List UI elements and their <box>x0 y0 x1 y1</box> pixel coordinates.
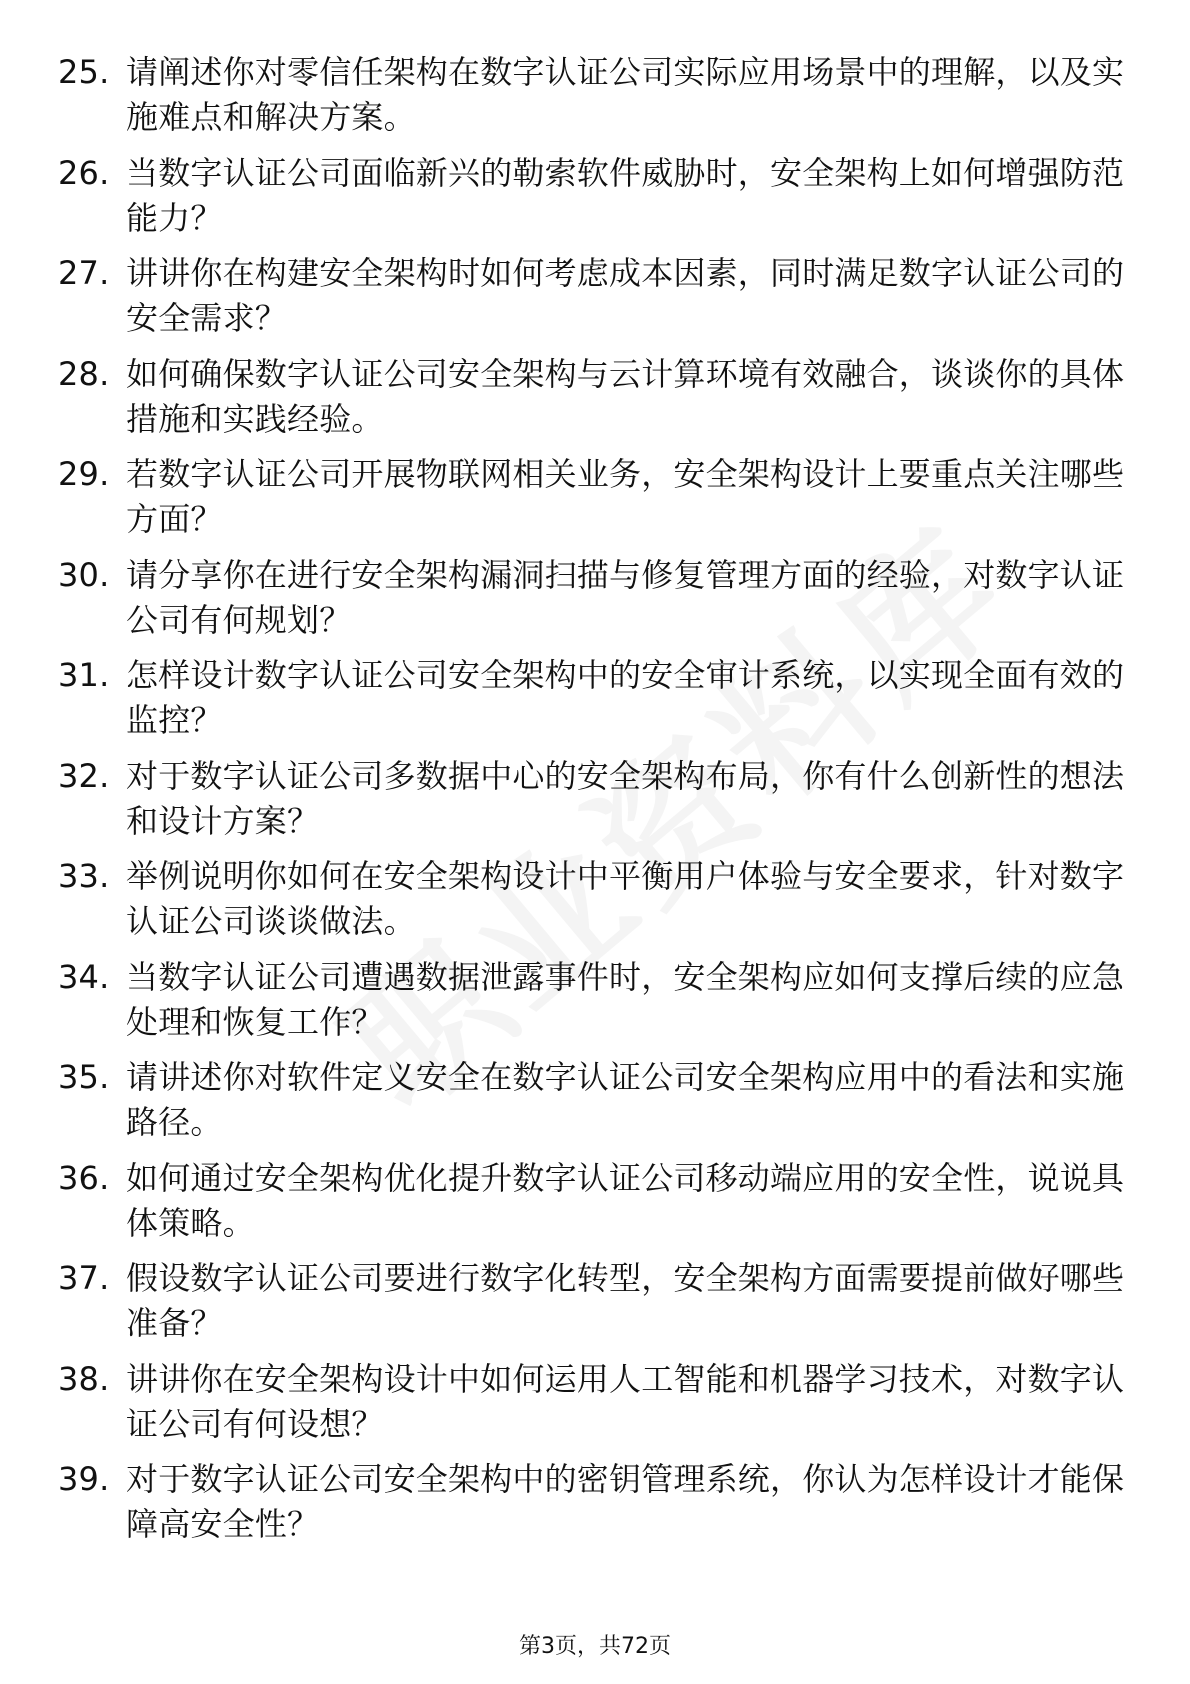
question-item <box>58 854 1138 944</box>
question-text: 举例说明你如何在安全架构设计中平衡用户体验与安全要求，针对数字认证公司谈谈做法。 <box>126 857 1125 940</box>
question-number: 32. <box>58 756 110 795</box>
question-item <box>58 1457 1138 1547</box>
question-number: 39. <box>58 1460 110 1498</box>
page-number-label: 第3页，共72页 <box>519 1634 671 1659</box>
question-text: 若数字认证公司开展物联网相关业务，安全架构设计上要重点关注哪些方面？ <box>126 455 1125 538</box>
question-item <box>58 1156 1138 1246</box>
question-item <box>58 50 1138 140</box>
question-text: 对于数字认证公司安全架构中的密钥管理系统，你认为怎样设计才能保障高安全性？ <box>126 1460 1125 1543</box>
question-item <box>58 1357 1138 1447</box>
question-item <box>58 553 1138 643</box>
question-text: 讲讲你在构建安全架构时如何考虑成本因素，同时满足数字认证公司的安全需求？ <box>126 254 1125 337</box>
question-item <box>58 151 1138 241</box>
question-number: 33. <box>58 857 110 895</box>
question-text: 如何通过安全架构优化提升数字认证公司移动端应用的安全性，说说具体策略。 <box>126 1158 1125 1242</box>
question-text: 请阐述你对零信任架构在数字认证公司实际应用场景中的理解，以及实施难点和解决方案。 <box>126 53 1125 136</box>
question-number: 26. <box>58 153 110 192</box>
question-number: 34. <box>58 957 110 996</box>
question-item <box>58 955 1138 1045</box>
question-item <box>58 1055 1138 1145</box>
question-number: 30. <box>58 555 110 594</box>
question-text: 假设数字认证公司要进行数字化转型，安全架构方面需要提前做好哪些准备？ <box>126 1259 1125 1342</box>
question-text: 对于数字认证公司多数据中心的安全架构布局，你有什么创新性的想法和设计方案？ <box>126 756 1125 840</box>
question-text: 请分享你在进行安全架构漏洞扫描与修复管理方面的经验，对数字认证公司有何规划？ <box>126 555 1125 639</box>
question-number: 35. <box>58 1058 110 1096</box>
question-number: 36. <box>58 1158 110 1197</box>
question-item <box>58 251 1138 341</box>
question-item <box>58 1256 1138 1346</box>
page-footer <box>0 1632 1190 1662</box>
question-number: 25. <box>58 53 110 91</box>
question-text: 当数字认证公司遭遇数据泄露事件时，安全架构应如何支撑后续的应急处理和恢复工作？ <box>126 957 1125 1041</box>
question-text: 请讲述你对软件定义安全在数字认证公司安全架构应用中的看法和实施路径。 <box>126 1058 1125 1141</box>
question-number: 29. <box>58 455 110 493</box>
question-text: 如何确保数字认证公司安全架构与云计算环境有效融合，谈谈你的具体措施和实践经验。 <box>126 354 1125 438</box>
question-item <box>58 352 1138 442</box>
question-number: 38. <box>58 1359 110 1398</box>
question-item <box>58 452 1138 542</box>
question-number: 28. <box>58 354 110 393</box>
question-number: 27. <box>58 254 110 292</box>
question-list <box>58 50 1138 1558</box>
question-text: 当数字认证公司面临新兴的勒索软件威胁时，安全架构上如何增强防范能力？ <box>126 153 1125 237</box>
question-item <box>58 754 1138 844</box>
question-number: 37. <box>58 1259 110 1297</box>
question-text: 怎样设计数字认证公司安全架构中的安全审计系统，以实现全面有效的监控？ <box>126 656 1125 739</box>
question-number: 31. <box>58 656 110 694</box>
question-item <box>58 653 1138 743</box>
question-text: 讲讲你在安全架构设计中如何运用人工智能和机器学习技术，对数字认证公司有何设想？ <box>126 1359 1125 1443</box>
